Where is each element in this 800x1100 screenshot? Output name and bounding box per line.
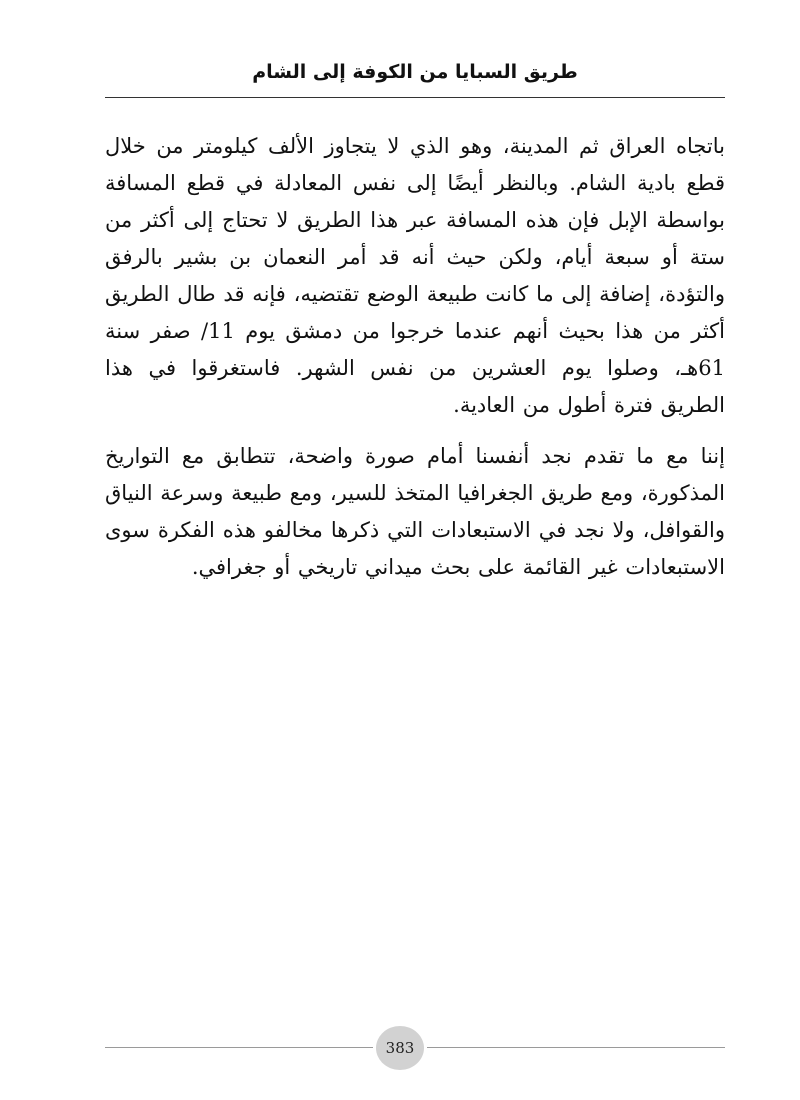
page-header-title: طريق السبايا من الكوفة إلى الشام (252, 61, 578, 83)
page-body (105, 128, 725, 586)
header-divider (105, 97, 725, 98)
page-number-badge: 383 (376, 1026, 424, 1070)
body-paragraph-1: باتجاه العراق ثم المدينة، وهو الذي لا يتجاوز الألف كيلومتر من خلال قطع بادية الشام. وبالنظر أيضًا إلى نفس المعادلة في قطع المسافة بواسطة الإبل فإن هذه المسافة عبر هذا الطريق لا تحتاج إلى أكثر من ستة أو سبعة أيام، ولكن حيث أنه قد أمر النعمان بن بشير بالرفق والتؤدة، إضافة إلى ما كانت طبيعة الوضع تقتضيه، فإنه قد طال الطريق أكثر من هذا بحيث أنهم عندما خرجوا من دمشق يوم 11/ صفر سنة 61هـ، وصلوا يوم العشرين من نفس الشهر. فاستغرقوا في هذا الطريق فترة أطول من العادية. (105, 134, 725, 417)
body-paragraph-2: إننا مع ما تقدم نجد أنفسنا أمام صورة واضحة، تتطابق مع التواريخ المذكورة، ومع طريق الجغرافيا المتخذ للسير، ومع طبيعة وسرعة النياق والقوافل، ولا نجد في الاستبعادات التي ذكرها مخالفو هذه الفكرة سوى الاستبعادات غير القائمة على بحث ميداني تاريخي أو جغرافي. (105, 444, 725, 579)
footer-divider-right (427, 1047, 725, 1048)
footer-divider-left (105, 1047, 373, 1048)
